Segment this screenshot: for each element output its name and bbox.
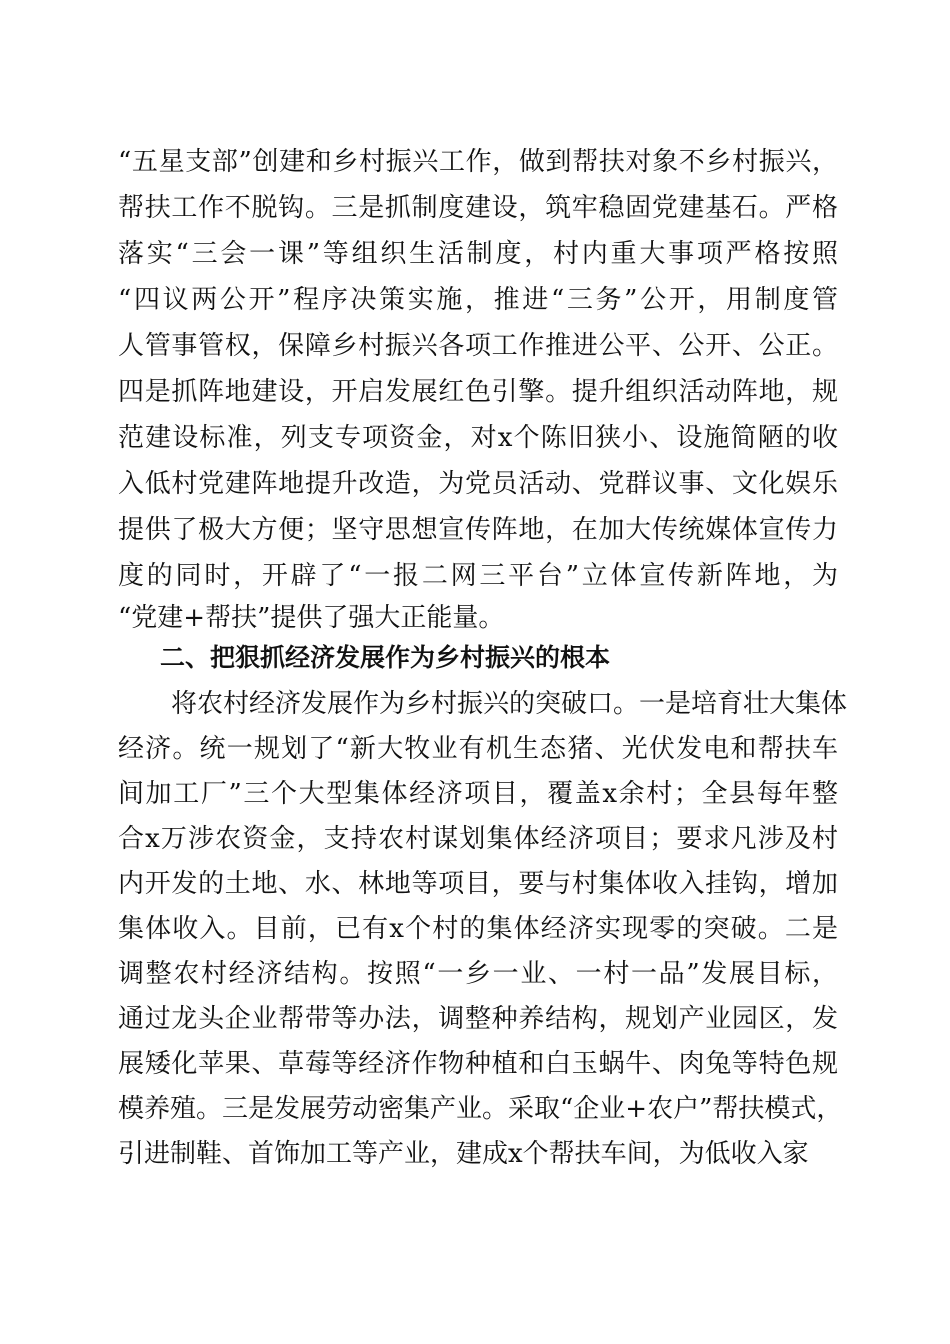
paragraph-line: 引进制鞋、首饰加工等产业，建成x个帮扶车间，为低收入家 (118, 1139, 809, 1169)
paragraph-line: 间加工厂”三个大型集体经济项目，覆盖x余村；全县每年整 (118, 779, 838, 809)
paragraph-line: “党建+帮扶”提供了强大正能量。 (118, 603, 505, 633)
paragraph-line: 落实“三会一课”等组织生活制度，村内重大事项严格按照 (118, 239, 838, 269)
paragraph-line: 内开发的土地、水、林地等项目，要与村集体收入挂钩，增加 (118, 869, 838, 899)
paragraph-line: 集体收入。目前，已有x个村的集体经济实现零的突破。二是 (118, 914, 838, 944)
paragraph-line: 人管事管权，保障乡村振兴各项工作推进公平、公开、公正。 (118, 331, 838, 361)
paragraph-line: 模养殖。三是发展劳动密集产业。采取“企业+农户”帮扶模式， (118, 1094, 843, 1124)
paragraph-line: 提供了极大方便；坚守思想宣传阵地，在加大传统媒体宣传力 (118, 515, 838, 545)
paragraph-line: 帮扶工作不脱钩。三是抓制度建设，筑牢稳固党建基石。严格 (118, 193, 838, 223)
paragraph-line: “四议两公开”程序决策实施，推进“三务”公开，用制度管 (118, 285, 838, 315)
paragraph-line: 度的同时，开辟了“一报二网三平台”立体宣传新阵地，为 (118, 561, 838, 591)
paragraph-line: 将农村经济发展作为乡村振兴的突破口。一是培育壮大集体 (171, 689, 848, 719)
section-heading: 二、把狠抓经济发展作为乡村振兴的根本 (160, 643, 611, 672)
paragraph-line: 调整农村经济结构。按照“一乡一业、一村一品”发展目标， (118, 959, 838, 989)
paragraph-line: 合x万涉农资金，支持农村谋划集体经济项目；要求凡涉及村 (118, 824, 838, 854)
paragraph-line: 经济。统一规划了“新大牧业有机生态猪、光伏发电和帮扶车 (118, 734, 838, 764)
paragraph-line: “五星支部”创建和乡村振兴工作，做到帮扶对象不乡村振兴， (118, 147, 838, 177)
paragraph-line: 展矮化苹果、草莓等经济作物种植和白玉蜗牛、肉兔等特色规 (118, 1049, 838, 1079)
paragraph-line: 四是抓阵地建设，开启发展红色引擎。提升组织活动阵地，规 (118, 377, 838, 407)
paragraph-line: 入低村党建阵地提升改造，为党员活动、党群议事、文化娱乐 (118, 469, 838, 499)
paragraph-line: 范建设标准，列支专项资金，对x个陈旧狭小、设施简陋的收 (118, 423, 838, 453)
paragraph-line: 通过龙头企业帮带等办法，调整种养结构，规划产业园区，发 (118, 1004, 838, 1034)
